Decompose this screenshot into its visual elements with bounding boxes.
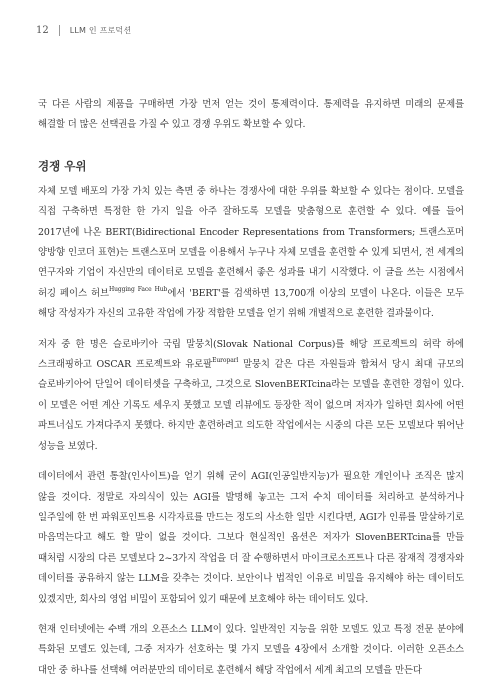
paragraph-1-text-b: 에서 'BERT'를 검색하면 13,700개 이상의 모델이 나온다. 이들은 모두 해당 작성자가 자신의 고유한 작업에 가장 적합한 모델을 얻기 위해 개별적으로 훈련한 결과물이다.	[38, 287, 464, 320]
paragraph-3: 데이터에서 관련 통찰(인사이트)을 얻기 위해 굳이 AGI(인공일반지능)가 필요한 개인이나 조직은 많지 않을 것이다. 정말로 자의식이 있는 AGI를 발명해 놓고는 그저 수치 데이터를 처리하고 분석하거나 일주일에 한 번 파워포인트용 시각자료를 만드는 정도의 사소한 일만 시킨다면, AGI가 인류를 말살하기로 마음먹는다고 해도 할 말이 없을 것이다. 그보다 현실적인 옵션은 저자가 SlovenBERTcina를 만들 때처럼 시장의 다른 모델보다 2~3가지 작업을 더 잘 수행하면서 마이크로소프트나 다른 잠재적 경쟁자와 데이터를 공유하지 않는 LLM을 갖추는 것이다. 보안이나 법적인 이유로 비밀을 유지해야 하는 데이터도 있겠지만, 회사의 영업 비밀이 포함되어 있기 때문에 보호해야 하는 데이터도 있다.	[38, 471, 464, 605]
paragraph-2-text-a: 저자 중 한 명은 슬로바키아 국립 말뭉치(Slovak National Corpus)를 해당 프로젝트의 허락 하에 스크래핑하고 OSCAR 프로젝트와 유로팔	[38, 338, 464, 371]
section-heading: 경쟁 우위	[38, 158, 87, 173]
paragraph-2-text-b: 말뭉치 같은 다른 자원들과 합쳐서 당시 최대 규모의 슬로바키아어 단일어 데이터셋을 구축하고, 그것으로 SlovenBERTcina라는 모델을 훈련한 경험이 있다. 이 모델은 어떤 계산 기록도 세우지 못했고 모델 리뷰에도 등장한 적이 없으며 저자가 일하던 회사에 어떤 파트너십도 가져다주지 못했다. 하지만 훈련하려고 의도한 작업에서는 시중의 다른 모든 모델보다 뛰어난 성능을 보였다.	[38, 359, 465, 452]
paragraph-2	[38, 335, 464, 457]
book-title: LLM 인 프로덕션	[69, 25, 132, 35]
page-number: 12	[36, 24, 49, 36]
hugging-face-hub-superscript: Hugging Face Hub	[108, 285, 168, 293]
running-header	[36, 22, 131, 38]
paragraph-4: 현재 인터넷에는 수백 개의 오픈소스 LLM이 있다. 일반적인 지능을 위한 모델도 있고 특정 전문 분야에 특화된 모델도 있는데, 그중 저자가 선호하는 몇 가지 모델을 4장에서 소개할 것이다. 이러한 오픈소스 대안 중 하나를 선택해 여러분만의 데이터로 훈련해서 해당 작업에서 세계 최고의 모델을 만든다	[38, 623, 464, 676]
paragraph-1-text-a: 자체 모델 배포의 가장 가치 있는 측면 중 하나는 경쟁사에 대한 우위를 확보할 수 있다는 점이다. 모델을 직접 구축하면 특정한 한 가지 일을 아주 잘하도록 모델을 맞춤형으로 훈련할 수 있다. 예를 들어 2017년에 나온 BERT(Bidirectional Encoder Representations from Transformers; 트랜스포머 양방향 인코더 표현)는 트랜스포머 모델을 이용해서 누구나 자체 모델을 훈련할 수 있게 되면서, 전 세계의 연구자와 기업이 자신만의 데이터로 모델을 훈련해서 좋은 성과를 내기 시작했다. 이 글을 쓰는 시점에서 허깅 페이스 허브	[38, 185, 464, 299]
europarl-superscript: Europarl	[212, 357, 239, 365]
intro-paragraph: 국 다른 사람의 제품을 구매하면 가장 먼저 얻는 것이 통제력이다. 통제력을 유지하면 미래의 문제를 해결할 더 많은 선택권을 가질 수 있고 경쟁 우위도 확보할 수 있다.	[38, 99, 464, 131]
paragraph-1	[38, 182, 464, 325]
header-divider	[59, 25, 60, 36]
page-body	[38, 95, 464, 681]
